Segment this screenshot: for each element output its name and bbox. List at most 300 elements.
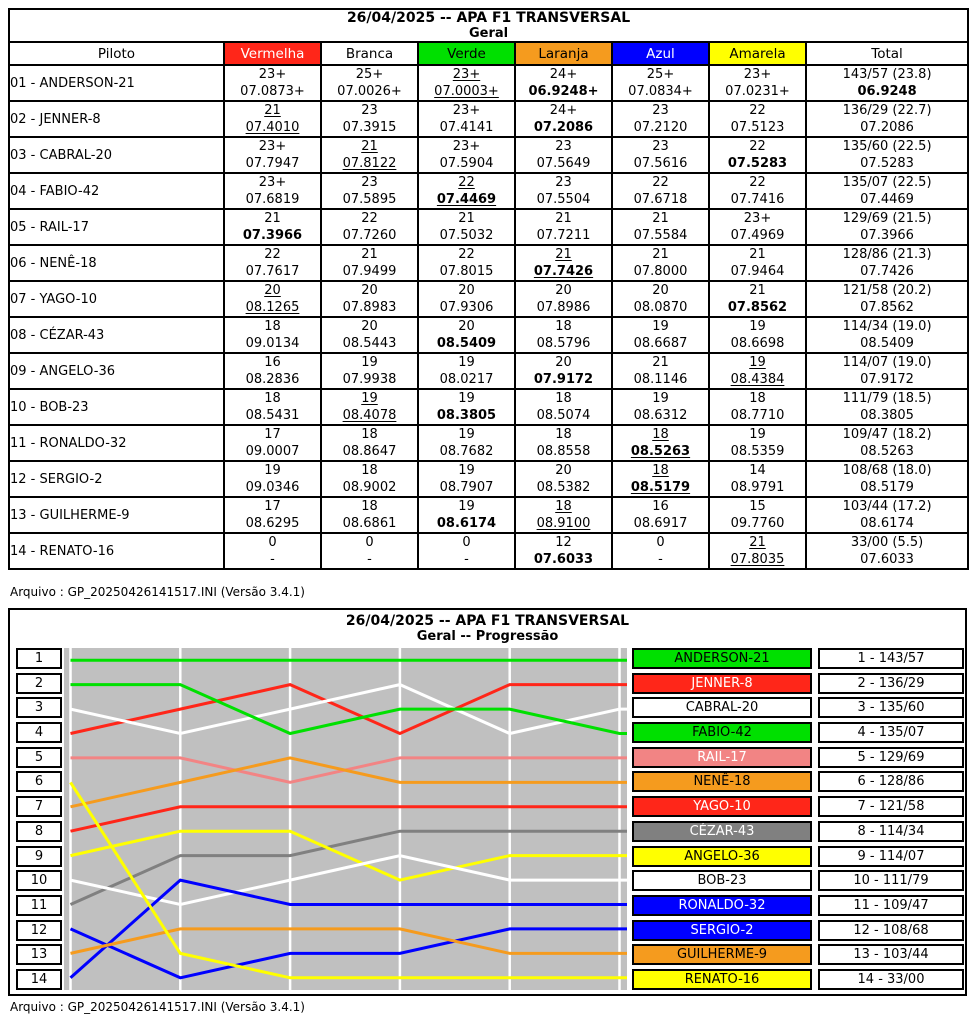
driver-score-box: 3 - 135/60	[818, 697, 964, 718]
race-result-cell	[515, 461, 612, 497]
laps-value: 23+	[258, 139, 287, 154]
driver-score-box: 11 - 109/47	[818, 895, 964, 916]
laps-value: 12	[555, 535, 572, 550]
race-result-cell	[418, 353, 515, 389]
table-row	[9, 173, 968, 209]
table-row	[9, 461, 968, 497]
total-time-value: 07.2086	[860, 120, 914, 135]
total-time-value: 08.5179	[860, 480, 914, 495]
best-time-value: 08.0870	[633, 300, 688, 315]
total-laps-value: 121/58 (20.2)	[842, 283, 932, 298]
race-result-cell	[418, 137, 515, 173]
total-laps-value: 128/86 (21.3)	[842, 247, 932, 262]
laps-value: 21	[749, 535, 766, 550]
total-time-value: 06.9248	[857, 84, 917, 99]
laps-value: 22	[264, 247, 281, 262]
table-row	[9, 65, 968, 101]
laps-value: 21	[652, 211, 669, 226]
race-result-cell	[418, 461, 515, 497]
laps-value: 18	[361, 463, 378, 478]
race-result-cell	[321, 317, 418, 353]
laps-value: 23+	[743, 67, 772, 82]
best-time-value: 07.9499	[342, 264, 397, 279]
file-info-bottom: Arquivo : GP_20250426141517.INI (Versão 3.4.1)	[10, 1000, 305, 1014]
race-result-cell	[321, 281, 418, 317]
best-time-value: 07.2120	[633, 120, 688, 135]
race-result-cell	[612, 209, 709, 245]
best-time-value: 08.6917	[633, 516, 688, 531]
progression-line-guilherme-9	[71, 929, 628, 954]
laps-value: 19	[458, 499, 475, 514]
laps-value: 21	[555, 211, 572, 226]
driver-score-box: 12 - 108/68	[818, 920, 964, 941]
race-result-cell	[515, 209, 612, 245]
laps-value: 23	[361, 175, 378, 190]
total-laps-value: 135/60 (22.5)	[842, 139, 932, 154]
race-result-cell	[612, 173, 709, 209]
pilot-name: 07 - YAGO-10	[9, 281, 224, 317]
best-time-value: 07.7947	[245, 156, 300, 171]
laps-value: 21	[361, 139, 378, 154]
total-column-header: Total	[806, 42, 968, 65]
driver-score-box: 8 - 114/34	[818, 821, 964, 842]
progression-line-bob-23	[71, 856, 628, 905]
driver-name-box: RENATO-16	[632, 969, 812, 990]
total-time-value: 07.3966	[860, 228, 914, 243]
table-header-row	[9, 42, 968, 65]
race-result-cell	[224, 137, 321, 173]
laps-value: 20	[264, 283, 281, 298]
race-result-cell	[321, 101, 418, 137]
driver-name-box: RAIL-17	[632, 747, 812, 768]
total-laps-value: 135/07 (22.5)	[842, 175, 932, 190]
position-label: 13	[16, 944, 62, 965]
laps-value: 21	[555, 247, 572, 262]
laps-value: 18	[264, 391, 281, 406]
best-time-value: 07.9938	[342, 372, 397, 387]
laps-value: 18	[555, 319, 572, 334]
laps-value: 20	[361, 319, 378, 334]
total-time-value: 08.6174	[860, 516, 914, 531]
best-time-value: 07.9172	[533, 372, 594, 387]
race-result-cell	[224, 461, 321, 497]
best-time-value: 09.7760	[730, 516, 785, 531]
driver-score-box: 4 - 135/07	[818, 722, 964, 743]
laps-value: 18	[749, 391, 766, 406]
pilot-name: 02 - JENNER-8	[9, 101, 224, 137]
best-time-value: 07.5504	[536, 192, 591, 207]
race-result-cell	[224, 425, 321, 461]
race-result-cell	[612, 533, 709, 569]
best-time-value: 07.8986	[536, 300, 591, 315]
progression-line-angelo-36	[71, 831, 628, 880]
race-result-cell	[709, 353, 806, 389]
laps-value: 23	[555, 139, 572, 154]
progression-line-nenê-18	[71, 758, 628, 807]
file-info-top: Arquivo : GP_20250426141517.INI (Versão 3.4.1)	[10, 585, 305, 599]
total-laps-value: 33/00 (5.5)	[850, 535, 924, 550]
race-result-cell	[709, 497, 806, 533]
best-time-value: 07.4969	[730, 228, 785, 243]
position-label: 3	[16, 697, 62, 718]
progression-svg	[64, 648, 627, 990]
best-time-value: 07.4141	[439, 120, 494, 135]
best-time-value: 08.5382	[536, 480, 591, 495]
race-result-cell	[515, 533, 612, 569]
best-time-value: 08.5409	[436, 336, 497, 351]
driver-score-box: 6 - 128/86	[818, 771, 964, 792]
laps-value: 18	[264, 319, 281, 334]
laps-value: 21	[458, 211, 475, 226]
driver-name-box: CÉZAR-43	[632, 821, 812, 842]
best-time-value: 08.4078	[342, 408, 397, 423]
best-time-value: 08.5796	[536, 336, 591, 351]
best-time-value: 07.5032	[439, 228, 494, 243]
best-time-value: 07.0873+	[240, 84, 305, 99]
total-cell	[806, 65, 968, 101]
laps-value: 20	[555, 355, 572, 370]
laps-value: 20	[555, 463, 572, 478]
table-row	[9, 209, 968, 245]
laps-value: 21	[652, 355, 669, 370]
driver-score-box: 2 - 136/29	[818, 673, 964, 694]
best-time-value: 07.9306	[439, 300, 494, 315]
race-result-cell	[709, 461, 806, 497]
race-result-cell	[321, 425, 418, 461]
driver-name-box: RONALDO-32	[632, 895, 812, 916]
laps-value: 14	[749, 463, 766, 478]
pilot-name: 03 - CABRAL-20	[9, 137, 224, 173]
table-title-line2: Geral	[468, 26, 509, 41]
total-cell	[806, 209, 968, 245]
best-time-value: 07.0026+	[337, 84, 402, 99]
driver-name-box: GUILHERME-9	[632, 944, 812, 965]
race-result-cell	[224, 497, 321, 533]
race-result-cell	[224, 317, 321, 353]
laps-value: 23	[555, 175, 572, 190]
laps-value: 18	[652, 463, 669, 478]
race-result-cell	[321, 173, 418, 209]
total-cell	[806, 425, 968, 461]
race-result-cell	[321, 353, 418, 389]
position-label: 9	[16, 846, 62, 867]
race-result-cell	[612, 317, 709, 353]
driver-name-box: ANDERSON-21	[632, 648, 812, 669]
race-result-cell	[418, 389, 515, 425]
position-label: 11	[16, 895, 62, 916]
race-result-cell	[515, 425, 612, 461]
laps-value: 21	[749, 283, 766, 298]
best-time-value: 08.9002	[342, 480, 397, 495]
table-title-row	[9, 9, 968, 42]
race-result-cell	[321, 497, 418, 533]
pilot-name: 04 - FABIO-42	[9, 173, 224, 209]
pilot-column-header: Piloto	[9, 42, 224, 65]
total-cell	[806, 173, 968, 209]
best-time-value: 08.4384	[730, 372, 785, 387]
laps-value: 22	[458, 247, 475, 262]
table-row	[9, 317, 968, 353]
total-cell	[806, 497, 968, 533]
total-laps-value: 108/68 (18.0)	[842, 463, 932, 478]
best-time-value: 07.8122	[342, 156, 397, 171]
race-result-cell	[418, 281, 515, 317]
best-time-value: 07.8035	[730, 552, 785, 567]
race-result-cell	[709, 425, 806, 461]
best-time-value: 07.8015	[439, 264, 494, 279]
laps-value: 22	[361, 211, 378, 226]
race-column-header-azul: Azul	[612, 42, 709, 65]
race-result-cell	[515, 245, 612, 281]
best-time-value: 07.6718	[633, 192, 688, 207]
laps-value: 0	[462, 535, 471, 550]
best-time-value: 07.7211	[536, 228, 591, 243]
best-time-value: 09.0346	[245, 480, 300, 495]
race-result-cell	[515, 101, 612, 137]
race-result-cell	[515, 137, 612, 173]
laps-value: 22	[749, 103, 766, 118]
best-time-value: 07.7416	[730, 192, 785, 207]
laps-value: 21	[361, 247, 378, 262]
race-result-cell	[709, 281, 806, 317]
best-time-value: 08.6312	[633, 408, 688, 423]
best-time-value: 07.5283	[727, 156, 788, 171]
best-time-value: -	[270, 552, 275, 567]
best-time-value: 07.8000	[633, 264, 688, 279]
laps-value: 20	[652, 283, 669, 298]
laps-value: 19	[264, 463, 281, 478]
race-result-cell	[709, 173, 806, 209]
table-row	[9, 533, 968, 569]
laps-value: 20	[361, 283, 378, 298]
race-result-cell	[224, 389, 321, 425]
results-panel	[8, 8, 969, 570]
best-time-value: 08.5179	[630, 480, 691, 495]
laps-value: 17	[264, 427, 281, 442]
race-result-cell	[321, 245, 418, 281]
laps-value: 17	[264, 499, 281, 514]
total-time-value: 08.5409	[860, 336, 914, 351]
progression-chart	[64, 648, 627, 990]
laps-value: 23	[361, 103, 378, 118]
laps-value: 22	[749, 175, 766, 190]
results-tbody	[9, 9, 968, 569]
driver-name-box: BOB-23	[632, 870, 812, 891]
best-time-value: 08.3805	[436, 408, 497, 423]
best-time-value: 08.0217	[439, 372, 494, 387]
laps-value: 20	[458, 283, 475, 298]
best-time-value: 07.7260	[342, 228, 397, 243]
best-time-value: 07.5616	[633, 156, 688, 171]
best-time-value: 07.4469	[436, 192, 497, 207]
position-label: 8	[16, 821, 62, 842]
race-result-cell	[321, 461, 418, 497]
race-result-cell	[515, 317, 612, 353]
chart-title-line2: Geral -- Progressão	[416, 629, 559, 644]
laps-value: 0	[268, 535, 277, 550]
best-time-value: 07.8983	[342, 300, 397, 315]
total-laps-value: 109/47 (18.2)	[842, 427, 932, 442]
driver-score-box: 1 - 143/57	[818, 648, 964, 669]
laps-value: 18	[555, 427, 572, 442]
position-label: 4	[16, 722, 62, 743]
table-row	[9, 497, 968, 533]
laps-value: 24+	[549, 103, 578, 118]
laps-value: 19	[361, 391, 378, 406]
laps-value: 23+	[452, 103, 481, 118]
laps-value: 16	[264, 355, 281, 370]
best-time-value: -	[367, 552, 372, 567]
race-result-cell	[709, 101, 806, 137]
total-time-value: 07.6033	[860, 552, 914, 567]
best-time-value: 07.7617	[245, 264, 300, 279]
laps-value: 16	[652, 499, 669, 514]
chart-title	[10, 610, 965, 644]
best-time-value: 07.3966	[242, 228, 303, 243]
driver-name-box: SERGIO-2	[632, 920, 812, 941]
race-result-cell	[224, 173, 321, 209]
race-result-cell	[418, 533, 515, 569]
laps-value: 0	[365, 535, 374, 550]
laps-value: 18	[555, 499, 572, 514]
laps-value: 23+	[258, 175, 287, 190]
best-time-value: 09.0007	[245, 444, 300, 459]
laps-value: 19	[458, 427, 475, 442]
race-result-cell	[224, 245, 321, 281]
table-title-line1: 26/04/2025 -- APA F1 TRANSVERSAL	[346, 10, 631, 26]
laps-value: 23+	[258, 67, 287, 82]
best-time-value: 08.9100	[536, 516, 591, 531]
laps-value: 21	[652, 247, 669, 262]
best-time-value: 08.6861	[342, 516, 397, 531]
best-time-value: 08.6687	[633, 336, 688, 351]
race-result-cell	[612, 461, 709, 497]
pilot-name: 01 - ANDERSON-21	[9, 65, 224, 101]
race-result-cell	[709, 137, 806, 173]
race-result-cell	[709, 389, 806, 425]
best-time-value: 07.9464	[730, 264, 785, 279]
total-cell	[806, 317, 968, 353]
position-label: 1	[16, 648, 62, 669]
race-column-header-amarela: Amarela	[709, 42, 806, 65]
race-result-cell	[612, 281, 709, 317]
best-time-value: 06.9248+	[528, 84, 599, 99]
race-result-cell	[612, 353, 709, 389]
best-time-value: 09.0134	[245, 336, 300, 351]
best-time-value: 07.5649	[536, 156, 591, 171]
race-result-cell	[224, 65, 321, 101]
laps-value: 20	[458, 319, 475, 334]
race-column-header-branca: Branca	[321, 42, 418, 65]
race-column-header-vermelha: Vermelha	[224, 42, 321, 65]
best-time-value: 08.7907	[439, 480, 494, 495]
race-result-cell	[224, 281, 321, 317]
position-label: 2	[16, 673, 62, 694]
race-result-cell	[612, 245, 709, 281]
laps-value: 19	[361, 355, 378, 370]
best-time-value: -	[464, 552, 469, 567]
driver-name-box: FABIO-42	[632, 722, 812, 743]
laps-value: 19	[458, 463, 475, 478]
race-result-cell	[418, 317, 515, 353]
best-time-value: 08.1146	[633, 372, 688, 387]
best-time-value: 08.5431	[245, 408, 300, 423]
driver-score-box: 7 - 121/58	[818, 796, 964, 817]
position-label: 14	[16, 969, 62, 990]
pilot-name: 10 - BOB-23	[9, 389, 224, 425]
race-result-cell	[321, 389, 418, 425]
race-result-cell	[418, 173, 515, 209]
table-row	[9, 245, 968, 281]
race-result-cell	[418, 209, 515, 245]
best-time-value: 07.0834+	[628, 84, 693, 99]
total-cell	[806, 245, 968, 281]
best-time-value: 07.5895	[342, 192, 397, 207]
best-time-value: 08.5074	[536, 408, 591, 423]
driver-score-box: 10 - 111/79	[818, 870, 964, 891]
laps-value: 0	[656, 535, 665, 550]
driver-name-box: NENÊ-18	[632, 771, 812, 792]
best-time-value: 08.5443	[342, 336, 397, 351]
total-time-value: 07.5283	[860, 156, 914, 171]
pilot-name: 13 - GUILHERME-9	[9, 497, 224, 533]
laps-value: 21	[749, 247, 766, 262]
race-result-cell	[224, 209, 321, 245]
race-result-cell	[224, 101, 321, 137]
total-cell	[806, 353, 968, 389]
total-time-value: 07.9172	[860, 372, 914, 387]
race-result-cell	[709, 65, 806, 101]
laps-value: 19	[652, 391, 669, 406]
race-result-cell	[321, 65, 418, 101]
total-laps-value: 103/44 (17.2)	[842, 499, 932, 514]
best-time-value: 08.6174	[436, 516, 497, 531]
laps-value: 23	[652, 103, 669, 118]
table-title	[9, 9, 968, 42]
best-time-value: 07.0003+	[434, 84, 499, 99]
total-cell	[806, 461, 968, 497]
total-cell	[806, 101, 968, 137]
race-result-cell	[612, 101, 709, 137]
laps-value: 23+	[452, 139, 481, 154]
laps-value: 24+	[549, 67, 578, 82]
table-row	[9, 353, 968, 389]
total-time-value: 07.8562	[860, 300, 914, 315]
progression-line-cabral-20	[71, 685, 628, 734]
best-time-value: 07.8562	[727, 300, 788, 315]
laps-value: 23+	[452, 67, 481, 82]
laps-value: 23	[652, 139, 669, 154]
race-result-cell	[709, 317, 806, 353]
progression-line-yago-10	[71, 807, 628, 831]
best-time-value: 07.5584	[633, 228, 688, 243]
driver-name-box: ANGELO-36	[632, 846, 812, 867]
best-time-value: 07.5123	[730, 120, 785, 135]
driver-score-box: 13 - 103/44	[818, 944, 964, 965]
driver-score-box: 14 - 33/00	[818, 969, 964, 990]
position-label: 10	[16, 870, 62, 891]
driver-legend	[632, 648, 812, 990]
best-time-value: 07.2086	[533, 120, 594, 135]
laps-value: 18	[361, 427, 378, 442]
laps-value: 25+	[355, 67, 384, 82]
total-laps-value: 143/57 (23.8)	[842, 67, 932, 82]
race-column-header-laranja: Laranja	[515, 42, 612, 65]
position-label: 6	[16, 771, 62, 792]
position-label: 5	[16, 747, 62, 768]
driver-score-box: 5 - 129/69	[818, 747, 964, 768]
race-result-cell	[709, 245, 806, 281]
